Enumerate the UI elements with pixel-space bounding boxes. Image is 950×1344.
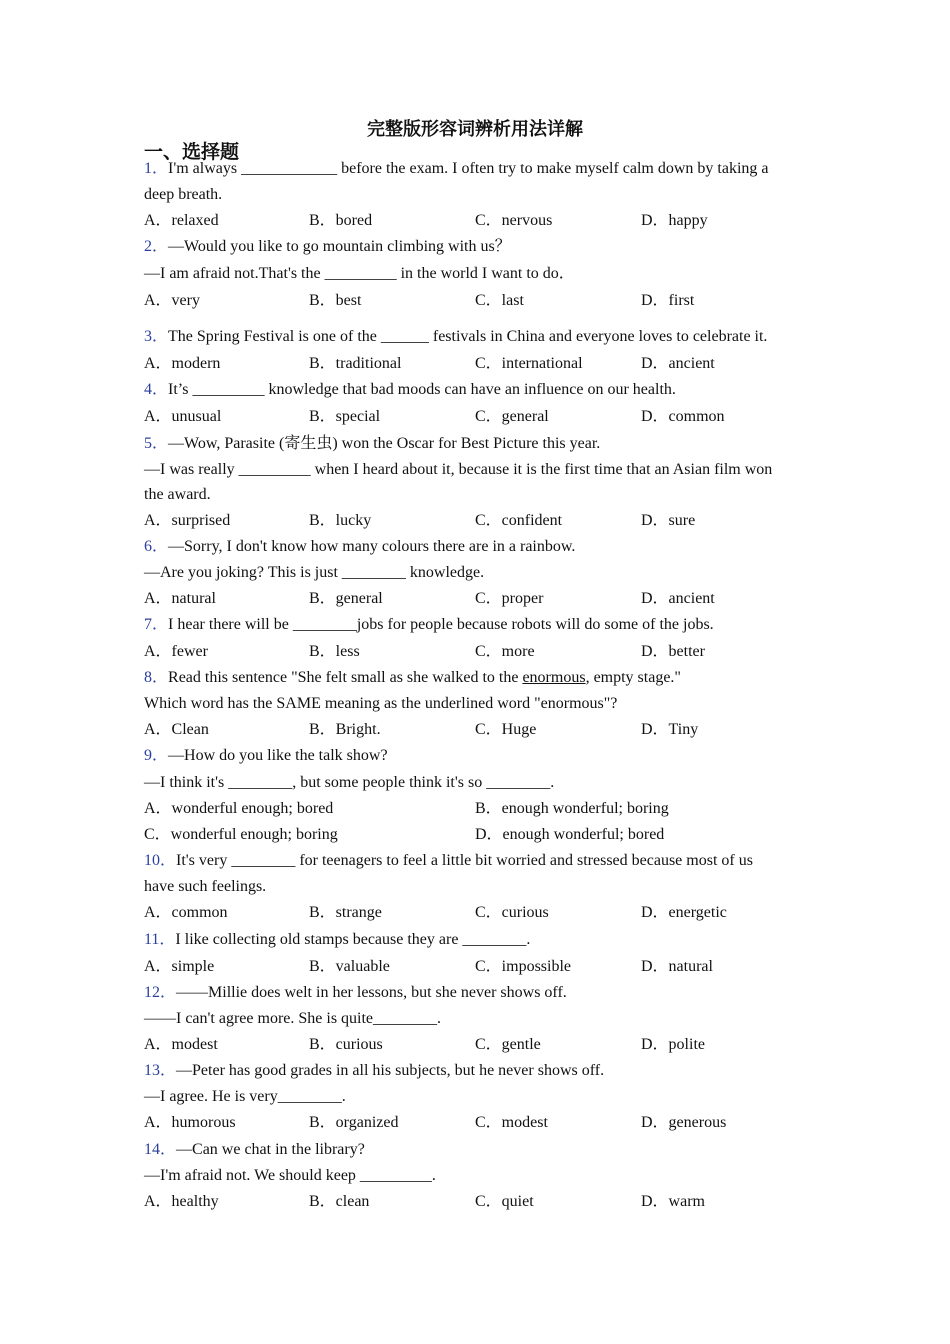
section-heading: 一、选择题 — [144, 142, 240, 163]
option-a[interactable]: A．fewer — [144, 643, 208, 660]
question-number: 13． — [144, 1062, 177, 1079]
option-c[interactable]: C．international — [475, 355, 583, 372]
option-c[interactable]: C．last — [475, 292, 524, 309]
question-3 — [144, 327, 767, 347]
question-text: Read this sentence "She felt small as she walked to the — [168, 669, 523, 686]
option-c[interactable]: C．quiet — [475, 1193, 534, 1210]
option-c[interactable]: C．curious — [475, 904, 549, 921]
option-b[interactable]: B．enough wonderful; boring — [475, 800, 669, 817]
option-a[interactable]: A．humorous — [144, 1114, 236, 1131]
option-a[interactable]: A．modern — [144, 355, 221, 372]
question-text-cont: —I agree. He is very________. — [144, 1088, 346, 1105]
question-number: 9． — [144, 747, 169, 764]
question-text: —Can we chat in the library? — [176, 1141, 365, 1158]
question-number: 10． — [144, 852, 177, 869]
option-d[interactable]: D．warm — [641, 1193, 705, 1210]
option-d[interactable]: D．generous — [641, 1114, 727, 1131]
option-b[interactable]: B．curious — [309, 1036, 383, 1053]
option-a[interactable]: A．very — [144, 292, 200, 309]
question-text: —Peter has good grades in all his subjects, but he never shows off. — [176, 1062, 605, 1079]
option-b[interactable]: B．lucky — [309, 512, 372, 529]
option-d[interactable]: D．ancient — [641, 355, 715, 372]
option-b[interactable]: B．general — [309, 590, 383, 607]
question-text-cont: ——I can't agree more. She is quite________. — [144, 1010, 442, 1027]
question-10 — [144, 851, 753, 871]
option-a[interactable]: A．wonderful enough; bored — [144, 800, 334, 817]
option-c[interactable]: C．impossible — [475, 958, 572, 975]
question-number: 1． — [144, 160, 169, 177]
question-text-cont: —I am afraid not.That's the _________ in the world I want to do． — [144, 265, 575, 282]
option-a[interactable]: A．Clean — [144, 721, 209, 738]
question-6 — [144, 537, 575, 557]
option-b[interactable]: B．special — [309, 408, 381, 425]
option-b[interactable]: B．best — [309, 292, 362, 309]
question-13 — [144, 1061, 604, 1081]
question-text: —Sorry, I don't know how many colours there are in a rainbow. — [168, 538, 576, 555]
option-d[interactable]: D．Tiny — [641, 721, 699, 738]
option-d[interactable]: D．enough wonderful; bored — [475, 826, 665, 843]
question-text: It's very ________ for teenagers to feel a little bit worried and stressed because most of us — [176, 852, 753, 869]
question-1 — [144, 159, 769, 179]
question-number: 7． — [144, 616, 169, 633]
option-c[interactable]: C．gentle — [475, 1036, 541, 1053]
question-2 — [144, 237, 511, 257]
option-a[interactable]: A．healthy — [144, 1193, 219, 1210]
underlined-word: enormous — [522, 669, 586, 686]
question-9 — [144, 746, 388, 766]
page-title: 完整版形容词辨析用法详解 — [367, 119, 583, 139]
option-b[interactable]: B．organized — [309, 1114, 399, 1131]
option-c[interactable]: C．modest — [475, 1114, 548, 1131]
option-a[interactable]: A．unusual — [144, 408, 222, 425]
question-text-cont: Which word has the SAME meaning as the underlined word "enormous"? — [144, 695, 618, 712]
question-text: —How do you like the talk show? — [168, 747, 388, 764]
option-b[interactable]: B．Bright. — [309, 721, 381, 738]
question-8 — [144, 668, 681, 688]
question-text: It’s _________ knowledge that bad moods can have an influence on our health. — [168, 381, 676, 398]
option-c[interactable]: C．wonderful enough; boring — [144, 826, 338, 843]
question-4 — [144, 380, 676, 400]
question-text: —Wow, Parasite (寄生虫) won the Oscar for Best Picture this year. — [168, 435, 601, 452]
question-text-cont: —I was really _________ when I heard about it, because it is the first time that an Asian film won — [144, 461, 773, 478]
question-number: 11． — [144, 931, 176, 948]
question-number: 14． — [144, 1141, 177, 1158]
question-text-end: , empty stage." — [585, 669, 681, 686]
question-text: I hear there will be ________jobs for people because robots will do some of the jobs. — [168, 616, 714, 633]
option-d[interactable]: D．energetic — [641, 904, 727, 921]
question-number: 8． — [144, 669, 169, 686]
option-d[interactable]: D．sure — [641, 512, 696, 529]
option-c[interactable]: C．proper — [475, 590, 544, 607]
question-text-cont: have such feelings. — [144, 878, 267, 895]
question-text: I like collecting old stamps because they are ________. — [175, 931, 531, 948]
question-text-cont: —I think it's ________, but some people think it's so ________. — [144, 774, 555, 791]
question-text-cont: —I'm afraid not. We should keep _________. — [144, 1167, 436, 1184]
option-a[interactable]: A．natural — [144, 590, 216, 607]
option-a[interactable]: A．surprised — [144, 512, 231, 529]
option-c[interactable]: C．Huge — [475, 721, 537, 738]
option-d[interactable]: D．natural — [641, 958, 713, 975]
option-a[interactable]: A．common — [144, 904, 228, 921]
option-c[interactable]: C．general — [475, 408, 549, 425]
option-b[interactable]: B．less — [309, 643, 360, 660]
option-d[interactable]: D．happy — [641, 212, 708, 229]
option-c[interactable]: C．confident — [475, 512, 563, 529]
question-7 — [144, 615, 714, 635]
question-number: 3． — [144, 328, 169, 345]
question-5 — [144, 434, 600, 454]
option-d[interactable]: D．polite — [641, 1036, 705, 1053]
question-11 — [144, 930, 530, 950]
question-text-cont: —Are you joking? This is just ________ knowledge. — [144, 564, 485, 581]
option-d[interactable]: D．ancient — [641, 590, 715, 607]
question-number: 5． — [144, 435, 169, 452]
option-c[interactable]: C．more — [475, 643, 535, 660]
option-a[interactable]: A．modest — [144, 1036, 218, 1053]
option-d[interactable]: D．first — [641, 292, 695, 309]
option-b[interactable]: B．traditional — [309, 355, 402, 372]
question-text: —Would you like to go mountain climbing with us？ — [168, 238, 511, 255]
option-c[interactable]: C．nervous — [475, 212, 553, 229]
question-14 — [144, 1140, 365, 1160]
question-number: 6． — [144, 538, 169, 555]
option-b[interactable]: B．strange — [309, 904, 382, 921]
question-12 — [144, 983, 567, 1003]
question-text-cont: the award. — [144, 486, 211, 503]
question-text-cont: deep breath. — [144, 186, 223, 203]
question-text: The Spring Festival is one of the ______ festivals in China and everyone loves to celebrate it. — [168, 328, 768, 345]
option-d[interactable]: D．common — [641, 408, 725, 425]
option-b[interactable]: B．clean — [309, 1193, 370, 1210]
question-number: 4． — [144, 381, 169, 398]
option-b[interactable]: B．valuable — [309, 958, 390, 975]
question-text: ——Millie does welt in her lessons, but she never shows off. — [176, 984, 567, 1001]
option-d[interactable]: D．better — [641, 643, 705, 660]
question-number: 12． — [144, 984, 177, 1001]
question-number: 2． — [144, 238, 169, 255]
option-a[interactable]: A．simple — [144, 958, 215, 975]
question-text: I'm always ____________ before the exam. I often try to make myself calm down by taking a — [168, 160, 769, 177]
option-b[interactable]: B．bored — [309, 212, 373, 229]
option-a[interactable]: A．relaxed — [144, 212, 219, 229]
